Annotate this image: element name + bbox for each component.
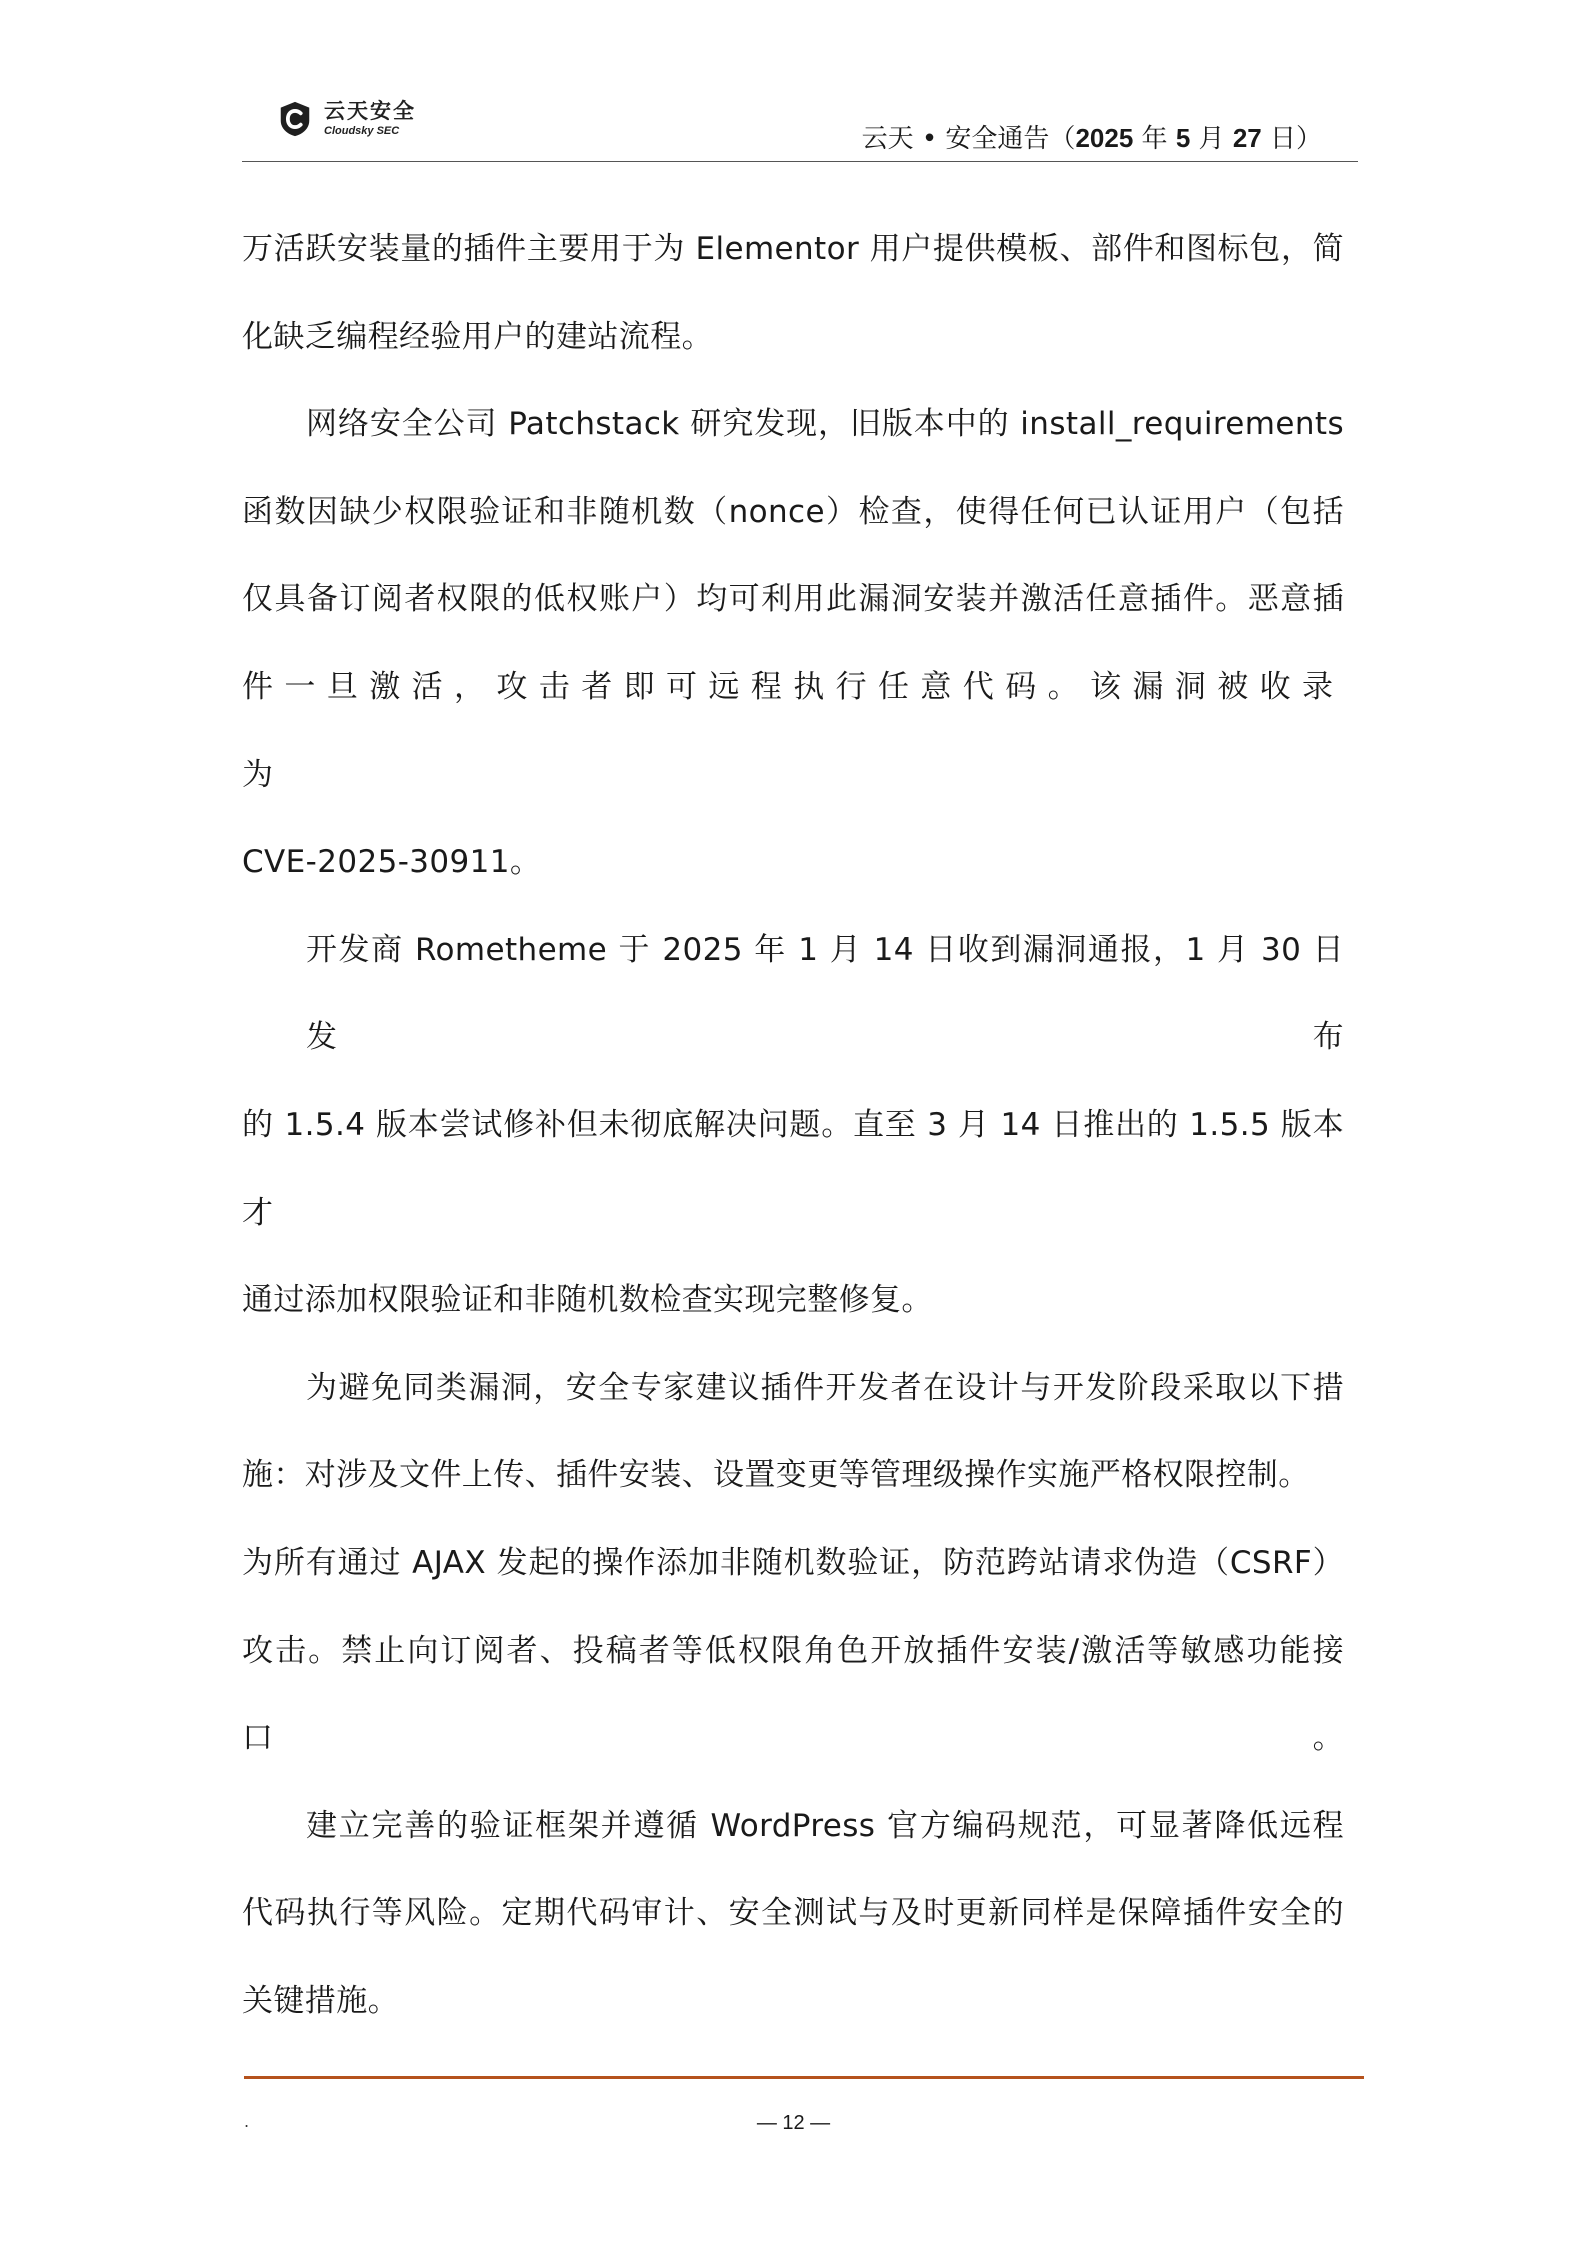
paragraph-line: 代码执行等风险。定期代码审计、安全测试与及时更新同样是保障插件安全的 bbox=[242, 1895, 1344, 1932]
footer-dot: . bbox=[244, 2112, 250, 2131]
logo bbox=[276, 100, 416, 138]
footer-divider bbox=[244, 2076, 1364, 2079]
paragraph-line: 函数因缺少权限验证和非随机数（nonce）检查，使得任何已认证用户（包括 bbox=[242, 493, 1344, 530]
paragraph-line: 关键措施。 bbox=[242, 1982, 399, 2019]
paragraph-line: 万活跃安装量的插件主要用于为 Elementor 用户提供模板、部件和图标包，简 bbox=[242, 231, 1344, 267]
paragraph-line: 攻击。禁止向订阅者、投稿者等低权限角色开放插件安装/激活等敏感功能接口。 bbox=[242, 1632, 1344, 1757]
logo-text bbox=[324, 101, 416, 137]
page-header bbox=[242, 90, 1358, 162]
paragraph-line: 开发商 Rometheme 于 2025 年 1 月 14 日收到漏洞通报，1 月 30 日发布 bbox=[306, 931, 1344, 1056]
paragraph-1 bbox=[242, 206, 1344, 381]
paragraph-5 bbox=[242, 1783, 1344, 2046]
paragraph-line: 仅具备订阅者权限的低权账户）均可利用此漏洞安装并激活任意插件。恶意插 bbox=[242, 581, 1344, 618]
paragraph-line: 建立完善的验证框架并遵循 WordPress 官方编码规范，可显著降低远程 bbox=[306, 1807, 1344, 1844]
paragraph-line: 网络安全公司 Patchstack 研究发现，旧版本中的 install_requirements bbox=[306, 406, 1344, 443]
header-year: 2025 bbox=[1075, 123, 1134, 153]
header-year-unit: 年 bbox=[1133, 124, 1176, 154]
paragraph-line: 化缺乏编程经验用户的建站流程。 bbox=[242, 318, 713, 355]
header-day-unit: 日） bbox=[1261, 124, 1322, 154]
logo-en: Cloudsky SEC bbox=[324, 125, 400, 137]
logo-cn: 云天安全 bbox=[324, 99, 416, 123]
paragraph-line: 件一旦激活，攻击者即可远程执行任意代码。该漏洞被收录为 bbox=[242, 668, 1344, 793]
paragraph-line: 通过添加权限验证和非随机数检查实现完整修复。 bbox=[242, 1282, 933, 1319]
paragraph-line: 为所有通过 AJAX 发起的操作添加非随机数验证，防范跨站请求伪造（CSRF） bbox=[242, 1544, 1344, 1581]
paragraph-line: 的 1.5.4 版本尝试修补但未彻底解决问题。直至 3 月 14 日推出的 1.5.5 版本才 bbox=[242, 1106, 1344, 1231]
paragraph-2 bbox=[242, 381, 1344, 907]
paragraph-line: 为避免同类漏洞，安全专家建议插件开发者在设计与开发阶段采取以下措 bbox=[306, 1369, 1344, 1406]
shield-logo-icon bbox=[276, 100, 314, 138]
paragraph-3 bbox=[242, 907, 1344, 1345]
header-month-unit: 月 bbox=[1190, 124, 1233, 154]
header-day: 27 bbox=[1232, 123, 1262, 153]
page-number: — 12 — bbox=[756, 2112, 831, 2134]
header-divider bbox=[242, 161, 1358, 162]
header-title-prefix: 云天 • 安全通告（ bbox=[861, 124, 1076, 154]
paragraph-line: CVE-2025-30911。 bbox=[242, 844, 542, 881]
paragraph-line: 施：对涉及文件上传、插件安装、设置变更等管理级操作实施严格权限控制。 bbox=[242, 1457, 1310, 1494]
article-body bbox=[242, 206, 1344, 2045]
header-month: 5 bbox=[1175, 123, 1191, 153]
paragraph-4 bbox=[242, 1345, 1344, 1783]
header-title bbox=[862, 118, 1322, 155]
